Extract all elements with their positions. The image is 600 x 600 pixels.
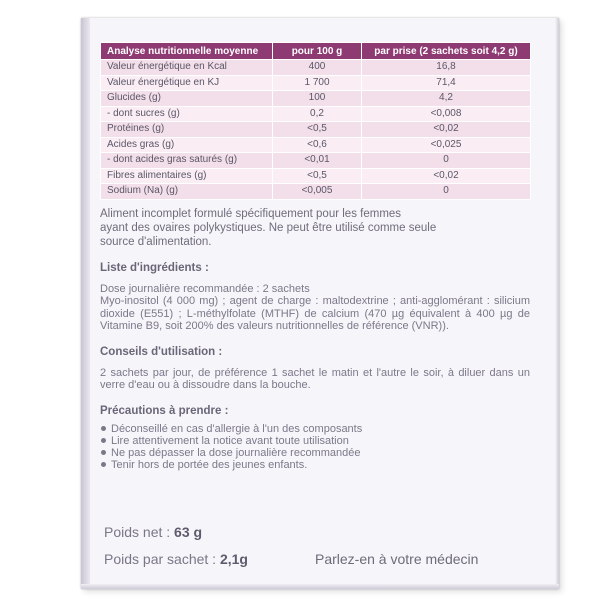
box-label (100, 42, 530, 471)
ingredients-heading: Liste d'ingrédients : (100, 261, 209, 274)
nutrient-name: Fibres alimentaires (g) (101, 168, 273, 184)
daily-dose: Dose journalière recommandée : 2 sachets (100, 282, 310, 295)
table-row (101, 137, 531, 153)
value-per-serving: 4,2 (362, 91, 531, 107)
sachet-weight-value: 2,1g (219, 551, 248, 567)
table-row (101, 91, 531, 107)
table-row (101, 184, 531, 200)
value-per-100g: 0,2 (273, 106, 362, 122)
ingredients-section (100, 283, 530, 333)
value-per-100g: <0,01 (273, 153, 362, 169)
claim-line: Aliment incomplet formulé spécifiquement pour les femmes (100, 207, 402, 220)
value-per-100g: <0,5 (273, 168, 362, 184)
header-nutrient: Analyse nutritionnelle moyenne (101, 43, 273, 60)
list-item: Ne pas dépasser la dose journalière recommandée (100, 447, 530, 459)
nutrient-name: Protéines (g) (101, 122, 273, 138)
table-row (101, 106, 531, 122)
value-per-serving: <0,02 (362, 168, 531, 184)
value-per-100g: <0,005 (273, 184, 362, 200)
header-per-100g: pour 100 g (273, 43, 362, 60)
table-row (101, 153, 531, 169)
product-claim (100, 207, 530, 249)
claim-line: source d'alimentation. (100, 235, 212, 248)
usage-heading: Conseils d'utilisation : (100, 345, 223, 358)
precautions-heading: Précautions à prendre : (100, 404, 229, 417)
net-weight (104, 524, 202, 540)
list-item: Lire attentivement la notice avant toute utilisation (100, 435, 530, 447)
value-per-serving: 0 (362, 184, 531, 200)
table-row (101, 168, 531, 184)
nutrient-name: Sodium (Na) (g) (101, 184, 273, 200)
table-row (101, 60, 531, 76)
value-per-serving: 0 (362, 153, 531, 169)
value-per-100g: 400 (273, 60, 362, 76)
usage-section (100, 367, 530, 392)
value-per-100g: 100 (273, 91, 362, 107)
sachet-weight-label: Poids par sachet : (104, 551, 217, 567)
ingredients-text: Myo-inositol (4 000 mg) ; agent de charge : maltodextrine ; anti-agglomérant : silicium dioxide (E551) ; L-méthylfolate (MTHF) de calcium (470 µg équivalent à 400 µg de Vitamine B9, soit 200% des valeurs nutritionnelles de référence (VNR)). (100, 295, 530, 332)
usage-text: 2 sachets par jour, de préférence 1 sachet le matin et l'autre le soir, à diluer dans un verre d'eau ou à dissoudre dans la bouche. (100, 366, 530, 391)
value-per-serving: 16,8 (362, 60, 531, 76)
table-row (101, 122, 531, 138)
claim-line: ayant des ovaires polykystiques. Ne peut être utilisé comme seule (100, 221, 437, 234)
net-weight-value: 63 g (174, 524, 203, 540)
header-per-serving: par prise (2 sachets soit 4,2 g) (362, 43, 531, 60)
box-bottom-edge (81, 584, 559, 589)
nutrient-name: - dont sucres (g) (101, 106, 273, 122)
nutrient-name: Valeur énergétique en KJ (101, 75, 273, 91)
doctor-advice: Parlez-en à votre médecin (315, 551, 479, 567)
value-per-serving: <0,008 (362, 106, 531, 122)
precautions-list (100, 423, 530, 471)
value-per-serving: <0,02 (362, 122, 531, 138)
nutrition-table (100, 42, 531, 200)
value-per-100g: <0,6 (273, 137, 362, 153)
nutrient-name: - dont acides gras saturés (g) (101, 153, 273, 169)
nutrient-name: Glucides (g) (101, 91, 273, 107)
table-row (101, 75, 531, 91)
net-weight-label: Poids net : (104, 524, 171, 540)
sachet-weight (104, 551, 248, 567)
list-item: Déconseillé en cas d'allergie à l'un des composants (100, 423, 530, 435)
value-per-100g: <0,5 (273, 122, 362, 138)
nutrient-name: Valeur énergétique en Kcal (101, 60, 273, 76)
nutrition-header-row (101, 43, 531, 60)
box-left-edge (81, 18, 90, 589)
value-per-serving: 71,4 (362, 75, 531, 91)
list-item: Tenir hors de portée des jeunes enfants. (100, 459, 530, 471)
box-right-edge (555, 18, 559, 589)
nutrient-name: Acides gras (g) (101, 137, 273, 153)
value-per-100g: 1 700 (273, 75, 362, 91)
value-per-serving: <0,025 (362, 137, 531, 153)
